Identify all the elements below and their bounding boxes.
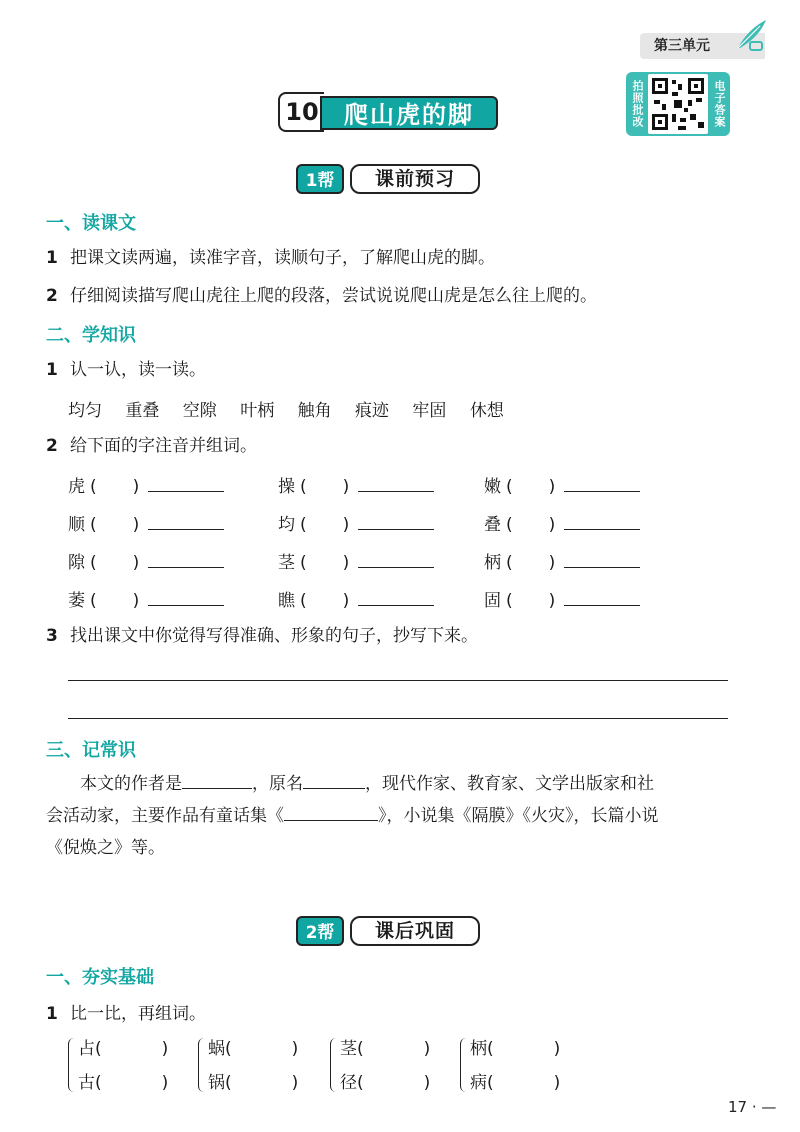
word-blank[interactable] (358, 474, 434, 492)
pinyin-cell[interactable] (278, 512, 434, 536)
word-blank[interactable] (564, 550, 640, 568)
word-blank[interactable] (564, 588, 640, 606)
author-blank[interactable] (182, 771, 252, 789)
pinyin-cell[interactable] (68, 512, 224, 536)
target-character: 萎 (68, 591, 85, 611)
word-blank[interactable] (358, 550, 434, 568)
qr-left-label: 拍照批改 (631, 80, 644, 128)
pair-row[interactable]: 占( ) (78, 1039, 169, 1059)
pinyin-parentheses[interactable]: ( ) (300, 553, 350, 573)
part1-label: 课前预习 (350, 164, 480, 194)
page-number: 17 · — (728, 1098, 777, 1116)
target-character: 叠 (484, 515, 501, 535)
pinyin-parentheses[interactable]: ( ) (506, 515, 556, 535)
section-heading-read: 一、读课文 (46, 213, 136, 234)
qr-right-label: 电子答案 (713, 80, 726, 128)
compare-pair (460, 1034, 580, 1100)
target-character: 柄 (484, 553, 501, 573)
question-1: 1 比一比，再组词。 (46, 1004, 206, 1024)
pinyin-parentheses[interactable]: ( ) (300, 477, 350, 497)
lesson-title: 爬山虎的脚 (320, 96, 498, 130)
brace-icon (68, 1038, 76, 1092)
pair-row[interactable]: 古( ) (78, 1073, 169, 1093)
target-character: 瞧 (278, 591, 295, 611)
question-1: 1 认一认，读一读。 (46, 360, 206, 380)
pair-row[interactable]: 蜗( ) (208, 1039, 299, 1059)
pinyin-parentheses[interactable]: ( ) (506, 477, 556, 497)
compare-pair (68, 1034, 188, 1100)
pinyin-cell[interactable] (68, 474, 224, 498)
section-heading-learn: 二、学知识 (46, 325, 136, 346)
brace-icon (460, 1038, 468, 1092)
part2-badge: 2帮 (296, 916, 344, 946)
question-2: 2 仔细阅读描写爬山虎往上爬的段落，尝试说说爬山虎是怎么往上爬的。 (46, 286, 597, 306)
target-character: 嫩 (484, 477, 501, 497)
question-1: 1 把课文读两遍，读准字音，读顺句子，了解爬山虎的脚。 (46, 248, 495, 268)
word-blank[interactable] (148, 512, 224, 530)
target-character: 隙 (68, 553, 85, 573)
pinyin-cell[interactable] (484, 474, 640, 498)
feather-pen-icon (730, 18, 770, 52)
pinyin-parentheses[interactable]: ( ) (300, 591, 350, 611)
unit-tab: 第三单元 (640, 33, 765, 59)
qr-code (648, 74, 708, 134)
word-blank[interactable] (564, 512, 640, 530)
pinyin-parentheses[interactable]: ( ) (90, 553, 140, 573)
knowledge-paragraph: 本文的作者是 ，原名 ，现代作家、教育家、文学出版家和社 会活动家，主要作品有童话集《 》，小说集《隔膜》《火灾》，长篇小说 《倪焕之》等。 (46, 768, 736, 864)
part1-badge: 1帮 (296, 164, 344, 194)
pair-row[interactable]: 径( ) (340, 1073, 431, 1093)
pair-row[interactable]: 柄( ) (470, 1039, 561, 1059)
pinyin-parentheses[interactable]: ( ) (90, 591, 140, 611)
pinyin-cell[interactable] (484, 550, 640, 574)
pinyin-cell[interactable] (278, 588, 434, 612)
pinyin-parentheses[interactable]: ( ) (90, 515, 140, 535)
pinyin-parentheses[interactable]: ( ) (506, 553, 556, 573)
word-blank[interactable] (358, 588, 434, 606)
pair-row[interactable]: 锅( ) (208, 1073, 299, 1093)
pair-row[interactable]: 病( ) (470, 1073, 561, 1093)
word-blank[interactable] (148, 588, 224, 606)
pinyin-parentheses[interactable]: ( ) (300, 515, 350, 535)
word-blank[interactable] (148, 550, 224, 568)
word-blank[interactable] (564, 474, 640, 492)
compare-pair (198, 1034, 318, 1100)
pinyin-cell[interactable] (484, 588, 640, 612)
pinyin-cell[interactable] (68, 588, 224, 612)
pinyin-parentheses[interactable]: ( ) (506, 591, 556, 611)
target-character: 均 (278, 515, 295, 535)
word-blank[interactable] (358, 512, 434, 530)
vocabulary-words: 均匀 重叠 空隙 叶柄 触角 痕迹 牢固 休想 (68, 401, 504, 421)
target-character: 固 (484, 591, 501, 611)
pinyin-cell[interactable] (68, 550, 224, 574)
pinyin-cell[interactable] (278, 474, 434, 498)
pinyin-parentheses[interactable]: ( ) (90, 477, 140, 497)
target-character: 虎 (68, 477, 85, 497)
word-blank[interactable] (148, 474, 224, 492)
answer-line[interactable] (68, 680, 728, 681)
part2-label: 课后巩固 (350, 916, 480, 946)
compare-pair (330, 1034, 450, 1100)
section-heading-basics: 一、夯实基础 (46, 967, 154, 988)
brace-icon (198, 1038, 206, 1092)
pinyin-cell[interactable] (278, 550, 434, 574)
pair-row[interactable]: 茎( ) (340, 1039, 431, 1059)
target-character: 茎 (278, 553, 295, 573)
fairy-tale-blank[interactable] (284, 803, 378, 821)
pinyin-cell[interactable] (484, 512, 640, 536)
qr-code-panel[interactable] (626, 72, 730, 136)
lesson-number: 10 (278, 92, 324, 132)
section-heading-knowledge: 三、记常识 (46, 740, 136, 761)
question-3: 3 找出课文中你觉得写得准确、形象的句子，抄写下来。 (46, 626, 478, 646)
original-name-blank[interactable] (303, 771, 365, 789)
question-2: 2 给下面的字注音并组词。 (46, 436, 257, 456)
target-character: 操 (278, 477, 295, 497)
target-character: 顺 (68, 515, 85, 535)
brace-icon (330, 1038, 338, 1092)
answer-line[interactable] (68, 718, 728, 719)
